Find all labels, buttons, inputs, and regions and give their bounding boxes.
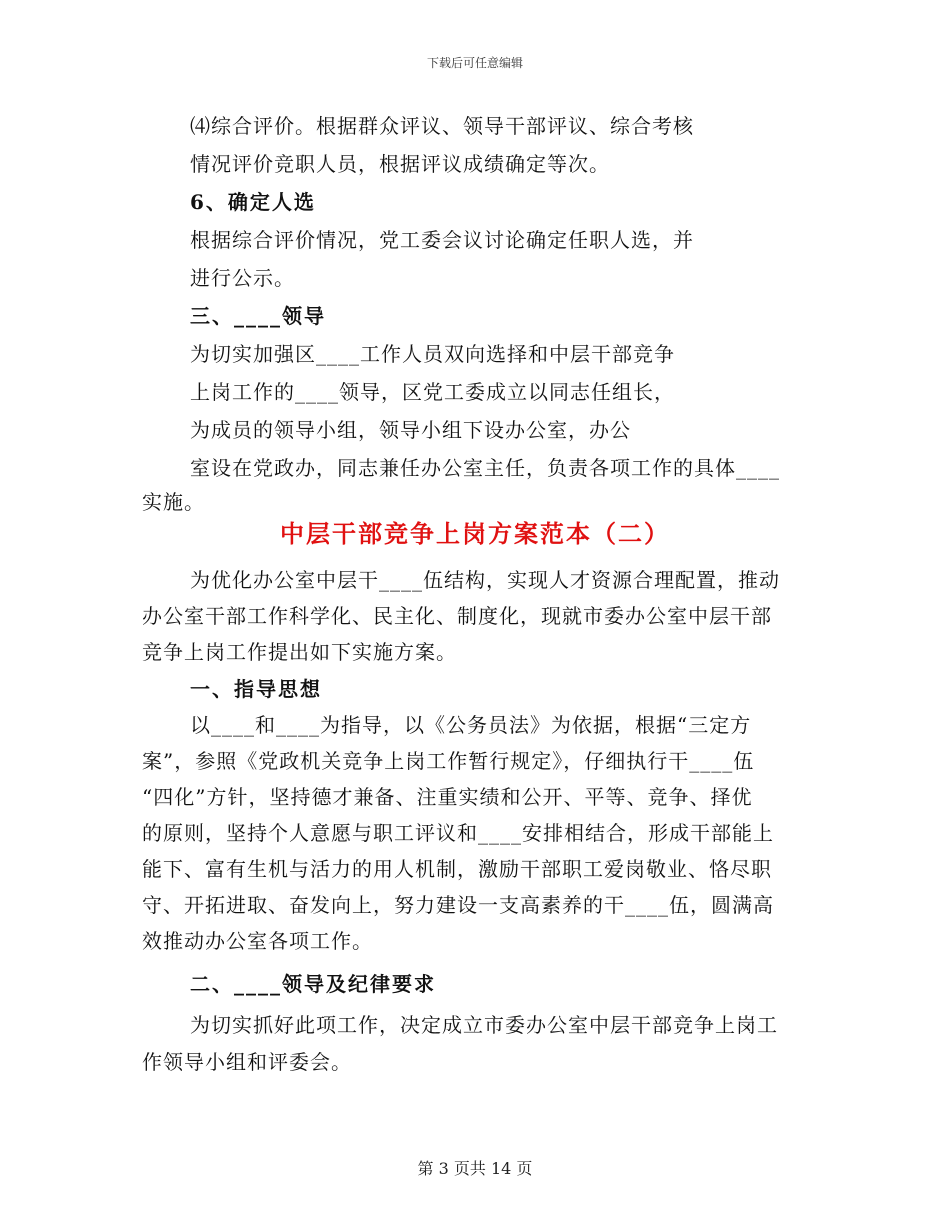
paragraph-line: 以____和____为指导，以《公务员法》为依据，根据“三定方 (190, 713, 752, 737)
page-header: 下载后可任意编辑 (426, 56, 523, 70)
page-footer: 第 3 页共 14 页 (417, 1159, 533, 1178)
paragraph-line: 的原则，坚持个人意愿与职工评议和____安排相结合，形成干部能上 (142, 821, 774, 845)
paragraph-line: 情况评价竞职人员，根据评议成绩确定等次。 (190, 152, 610, 176)
paragraph-line: 为成员的领导小组，领导小组下设办公室，办公 (190, 418, 631, 442)
paragraph-line: 办公室干部工作科学化、民主化、制度化，现就市委办公室中层干部 (142, 604, 772, 628)
section-title: 中层干部竞争上岗方案范本（二） (280, 519, 670, 548)
paragraph-line: 上岗工作的____领导，区党工委成立以同志任组长， (190, 380, 675, 404)
paragraph-line: “四化”方针，坚持德才兼备、注重实绩和公开、平等、竞争、择优 (142, 785, 753, 809)
paragraph-line: 进行公示。 (190, 266, 295, 290)
section-heading: 二、____领导及纪律要求 (190, 972, 436, 996)
paragraph-line: 为切实抓好此项工作，决定成立市委办公室中层干部竞争上岗工 (190, 1013, 778, 1037)
paragraph-line: 竞争上岗工作提出如下实施方案。 (142, 640, 457, 664)
paragraph-line: 作领导小组和评委会。 (142, 1050, 352, 1074)
paragraph-line: 为切实加强区____工作人员双向选择和中层干部竞争 (190, 342, 675, 366)
section-heading: 三、____领导 (190, 304, 326, 328)
paragraph-line: 为优化办公室中层干____伍结构，实现人才资源合理配置，推动 (190, 568, 780, 592)
subsection-heading: 6、确定人选 (190, 190, 316, 214)
paragraph-line: 守、开拓进取、奋发向上，努力建设一支高素养的干____伍，圆满高 (142, 893, 774, 917)
paragraph-line: 室设在党政办，同志兼任办公室主任，负责各项工作的具体____ (190, 456, 780, 480)
paragraph-line: 案”，参照《党政机关竞争上岗工作暂行规定》，仔细执行干____伍 (142, 749, 755, 773)
paragraph-line: 能下、富有生机与活力的用人机制，激励干部职工爱岗敬业、恪尽职 (142, 857, 772, 881)
section-heading: 一、指导思想 (190, 677, 322, 701)
paragraph-line: 效推动办公室各项工作。 (142, 929, 373, 953)
paragraph-line: ⑷综合评价。根据群众评议、领导干部评议、综合考核 (190, 114, 694, 138)
paragraph-line: 根据综合评价情况，党工委会议讨论确定任职人选，并 (190, 228, 694, 252)
paragraph-line: 实施。 (142, 490, 205, 514)
